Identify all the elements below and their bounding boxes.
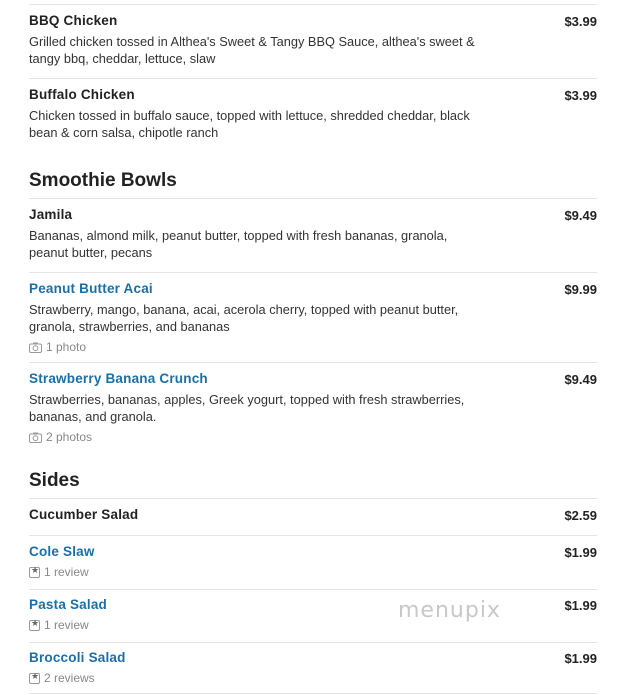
menu-item [29, 13, 597, 67]
menu-item [29, 507, 597, 522]
menu-item [29, 544, 597, 579]
divider [29, 78, 597, 79]
item-name: Cucumber Salad [29, 507, 139, 522]
item-name-link[interactable]: Peanut Butter Acai [29, 281, 153, 296]
divider [29, 589, 597, 590]
photo-count: 1 photo [46, 340, 87, 354]
divider [29, 4, 597, 5]
divider [29, 498, 597, 499]
item-name: BBQ Chicken [29, 13, 118, 28]
menu-item [29, 650, 597, 685]
divider [29, 198, 597, 199]
item-name-link[interactable]: Cole Slaw [29, 544, 95, 559]
review-link[interactable] [29, 671, 597, 685]
review-link[interactable] [29, 618, 597, 632]
item-description: Chicken tossed in buffalo sauce, topped with lettuce, shredded cheddar, black bean & corn salsa, chipotle ranch [29, 108, 470, 140]
item-name: Jamila [29, 207, 73, 222]
divider [29, 272, 597, 273]
item-name: Buffalo Chicken [29, 87, 135, 102]
section-title: Sides [29, 470, 80, 491]
item-price: $1.99 [564, 598, 597, 613]
item-price: $9.49 [564, 208, 597, 223]
item-price: $9.49 [564, 372, 597, 387]
item-name-link[interactable]: Broccoli Salad [29, 650, 126, 665]
item-description: Grilled chicken tossed in Althea's Sweet & Tangy BBQ Sauce, althea's sweet & tangy bbq, cheddar, lettuce, slaw [29, 34, 475, 66]
review-icon [29, 567, 40, 578]
photo-link[interactable] [29, 340, 597, 354]
review-icon [29, 673, 40, 684]
divider [29, 642, 597, 643]
review-count: 2 reviews [44, 671, 95, 685]
review-count: 1 review [44, 565, 89, 579]
camera-icon [29, 342, 42, 353]
menu-item [29, 207, 597, 261]
divider [29, 535, 597, 536]
item-price: $1.99 [564, 545, 597, 560]
item-description: Bananas, almond milk, peanut butter, topped with fresh bananas, granola, peanut butter, pecans [29, 228, 448, 260]
menu-item [29, 87, 597, 141]
review-count: 1 review [44, 618, 89, 632]
item-price: $9.99 [564, 282, 597, 297]
item-price: $3.99 [564, 88, 597, 103]
item-description: Strawberry, mango, banana, acai, acerola cherry, topped with peanut butter, granola, strawberries, and bananas [29, 302, 459, 334]
review-icon [29, 620, 40, 631]
watermark-logo: menupix [398, 598, 501, 623]
section-title: Smoothie Bowls [29, 170, 177, 191]
menu-item [29, 281, 597, 354]
photo-count: 2 photos [46, 430, 93, 444]
item-price: $1.99 [564, 651, 597, 666]
item-price: $3.99 [564, 14, 597, 29]
item-name-link[interactable]: Strawberry Banana Crunch [29, 371, 208, 386]
menu-item [29, 371, 597, 444]
divider [29, 362, 597, 363]
review-link[interactable] [29, 565, 597, 579]
item-name-link[interactable]: Pasta Salad [29, 597, 107, 612]
item-price: $2.59 [564, 508, 597, 523]
divider [29, 693, 597, 694]
item-description: Strawberries, bananas, apples, Greek yogurt, topped with fresh strawberries, bananas, and granola. [29, 392, 465, 424]
menu-item [29, 597, 597, 632]
camera-icon [29, 432, 42, 443]
photo-link[interactable] [29, 430, 597, 444]
